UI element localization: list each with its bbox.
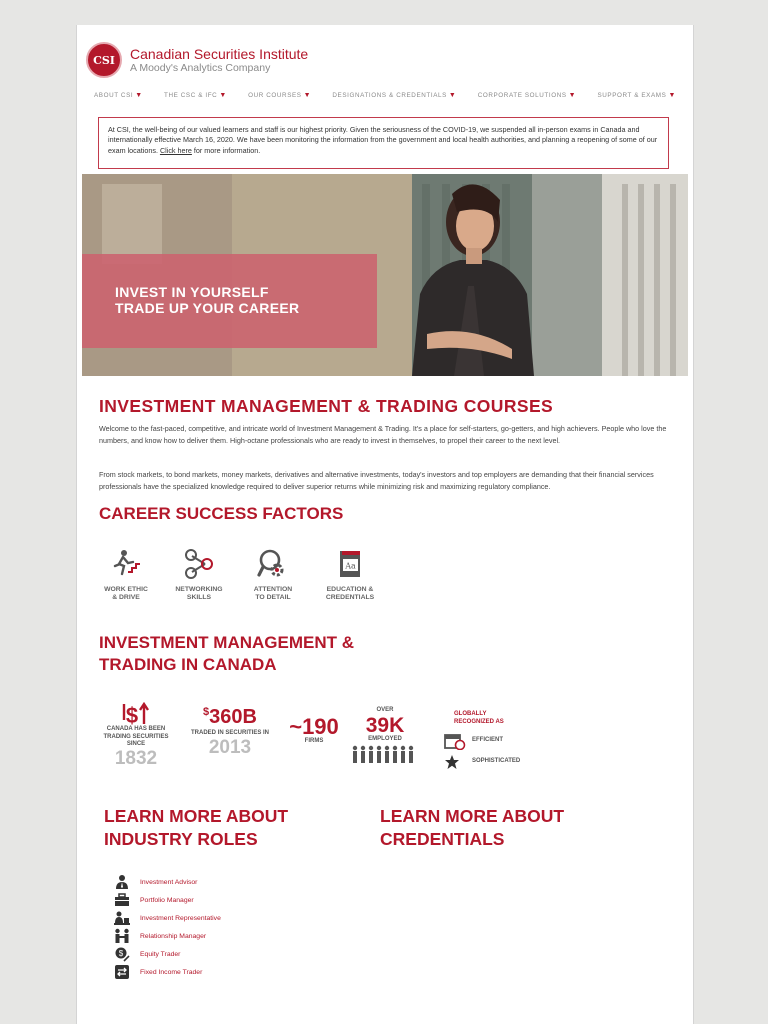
chevron-down-icon: ▼ <box>219 92 227 99</box>
stat4-caption: EMPLOYED <box>368 735 402 742</box>
people-row-icon <box>352 745 418 765</box>
stat3-value: ~190 <box>289 714 339 739</box>
role-label: Equity Trader <box>140 950 181 958</box>
hero-callout-band <box>82 254 377 348</box>
factors-heading: CAREER SUCCESS FACTORS <box>99 504 344 523</box>
notice-click-here-link[interactable]: Click here <box>159 145 192 155</box>
page-title: INVESTMENT MANAGEMENT & TRADING COURSES <box>99 396 554 416</box>
stat-since-1832 <box>102 702 170 768</box>
learn-roles-line2: INDUSTRY ROLES <box>104 829 258 850</box>
factor-label-line1: NETWORKING <box>175 586 223 593</box>
factor-label-line2: SKILLS <box>186 594 212 602</box>
nav-about-csi[interactable]: ABOUT CSI ▼ <box>94 92 143 99</box>
stat2-amount: 360B <box>209 706 257 728</box>
intro-paragraph: Welcome to the fast-paced, competitive, and intricate world of Investment Management & Trading. It's a place for self-starters, go-getters, and high achievers. People who love the numbers, and know how to deliver them. High-octane professionals who are ready to invest in themselves, to propel their career to the next level. <box>99 424 667 445</box>
hero-line-1: INVEST IN YOURSELF <box>115 284 269 300</box>
hero-banner[interactable] <box>82 174 688 376</box>
covid-notice <box>98 117 669 169</box>
stat5-caption-line2: RECOGNIZED AS <box>454 718 504 725</box>
role-label: Investment Advisor <box>140 878 198 886</box>
factor-label-line1: WORK ETHIC <box>104 586 148 593</box>
advisor-icon <box>114 874 130 890</box>
stat5-item2: SOPHISTICATED <box>472 758 521 765</box>
chevron-down-icon: ▼ <box>303 92 312 99</box>
runner-icon <box>110 548 142 580</box>
stat1-year: 1832 <box>114 747 158 769</box>
stat2-caption: TRADED IN SECURITIES IN <box>190 730 269 736</box>
stat-39k-employed <box>350 707 420 765</box>
factor-label-line2: TO DETAIL <box>255 594 291 602</box>
role-label: Relationship Manager <box>140 932 207 940</box>
role-label: Investment Representative <box>140 914 221 922</box>
factor-networking <box>164 548 234 603</box>
logo-badge: CSI <box>86 42 122 78</box>
stat4-prefix: OVER <box>376 707 394 713</box>
main-nav <box>94 92 676 99</box>
learn-industry-roles-link[interactable] <box>104 805 288 851</box>
nav-our-courses[interactable]: OUR COURSES ▼ <box>248 92 312 99</box>
exchange-icon <box>114 964 130 980</box>
magnifier-gear-icon <box>257 548 289 580</box>
canada-heading-line1: INVESTMENT MANAGEMENT & <box>99 633 354 652</box>
briefcase-icon <box>114 892 130 908</box>
role-label: Portfolio Manager <box>140 896 194 904</box>
calendar-clock-icon <box>444 732 466 750</box>
notice-text: At CSI, the well-being of our valued learners and staff is our highest priority. Given the seriousness of the COVID-19, we suspended all in-person exams in Canada and internationally effective March 16, 2020. We have been monitoring the information from the government and local health authorities, and planning a reopening of some of our exam locations. <box>108 125 658 155</box>
stat2-currency: $ <box>203 706 210 718</box>
svg-text:Aa: Aa <box>345 561 356 571</box>
hero-line-2: TRADE UP YOUR CAREER <box>115 300 300 316</box>
network-icon <box>183 548 215 580</box>
role-fixed-income-trader[interactable] <box>114 964 202 980</box>
stat2-year: 2013 <box>208 736 252 758</box>
factor-attention <box>238 548 308 603</box>
notice-after-text: for more information. <box>193 145 261 155</box>
handshake-icon <box>114 928 130 944</box>
role-relationship-manager[interactable] <box>114 928 206 944</box>
role-investment-representative[interactable] <box>114 910 221 926</box>
nav-support-exams[interactable]: SUPPORT & EXAMS ▼ <box>597 92 676 99</box>
chevron-down-icon: ▼ <box>135 92 143 99</box>
chevron-down-icon: ▼ <box>668 92 676 99</box>
nav-corporate-solutions[interactable]: CORPORATE SOLUTIONS ▼ <box>477 92 577 99</box>
learn-creds-line2: CREDENTIALS <box>380 829 505 850</box>
stat5-caption-line1: GLOBALLY <box>454 711 487 717</box>
book-icon <box>334 548 366 580</box>
svg-text:$: $ <box>125 703 139 726</box>
factor-education <box>315 548 385 603</box>
svg-text:$: $ <box>118 949 124 958</box>
dollar-arrows-icon <box>120 702 152 726</box>
intro-paragraph-2: From stock markets, to bond markets, money markets, derivatives and alternative investments, today's investors and top employers are demanding that their financial services professionals have the specialized knowledge required to deliver superior returns while minimizing risk and maximizing regulatory compliance. <box>99 470 654 491</box>
nav-designations[interactable]: DESIGNATIONS & CREDENTIALS ▼ <box>332 92 457 99</box>
stat-360b <box>182 707 278 757</box>
factor-work-ethic <box>91 548 161 603</box>
role-equity-trader[interactable] <box>114 946 180 962</box>
stat5-item1: EFFICIENT <box>472 737 503 744</box>
canada-heading-line2: TRADING IN CANADA <box>99 655 277 675</box>
stat3-caption: FIRMS <box>304 738 324 744</box>
stat-190-firms <box>284 716 344 746</box>
csi-logo[interactable] <box>86 41 336 79</box>
factor-label-line2: & DRIVE <box>112 594 140 602</box>
factor-label-line2: CREDENTIALS <box>325 594 375 602</box>
factor-label-line1: EDUCATION & <box>326 586 374 593</box>
brand-name: Canadian Securities Institute <box>130 45 309 62</box>
stat4-value: 39K <box>365 713 405 737</box>
chevron-down-icon: ▼ <box>568 92 577 99</box>
nav-csc-ifc[interactable]: THE CSC & IFC ▼ <box>164 92 227 99</box>
representative-icon <box>114 910 130 926</box>
role-label: Fixed Income Trader <box>140 968 203 976</box>
chevron-down-icon: ▼ <box>448 92 457 99</box>
learn-creds-line1: LEARN MORE ABOUT <box>380 806 565 826</box>
role-portfolio-manager[interactable] <box>114 892 194 908</box>
learn-roles-line1: LEARN MORE ABOUT <box>104 806 289 826</box>
learn-credentials-link[interactable] <box>380 805 564 851</box>
stat-globally-recognized <box>444 711 530 770</box>
stat1-caption: CANADA HAS BEEN TRADING SECURITIES SINCE <box>103 726 169 747</box>
star-icon <box>444 754 466 770</box>
canada-heading <box>99 632 354 677</box>
brand-tagline: A Moody's Analytics Company <box>130 62 271 75</box>
factor-label-line1: ATTENTION <box>253 586 293 593</box>
equity-icon <box>114 946 130 962</box>
role-investment-advisor[interactable] <box>114 874 197 890</box>
